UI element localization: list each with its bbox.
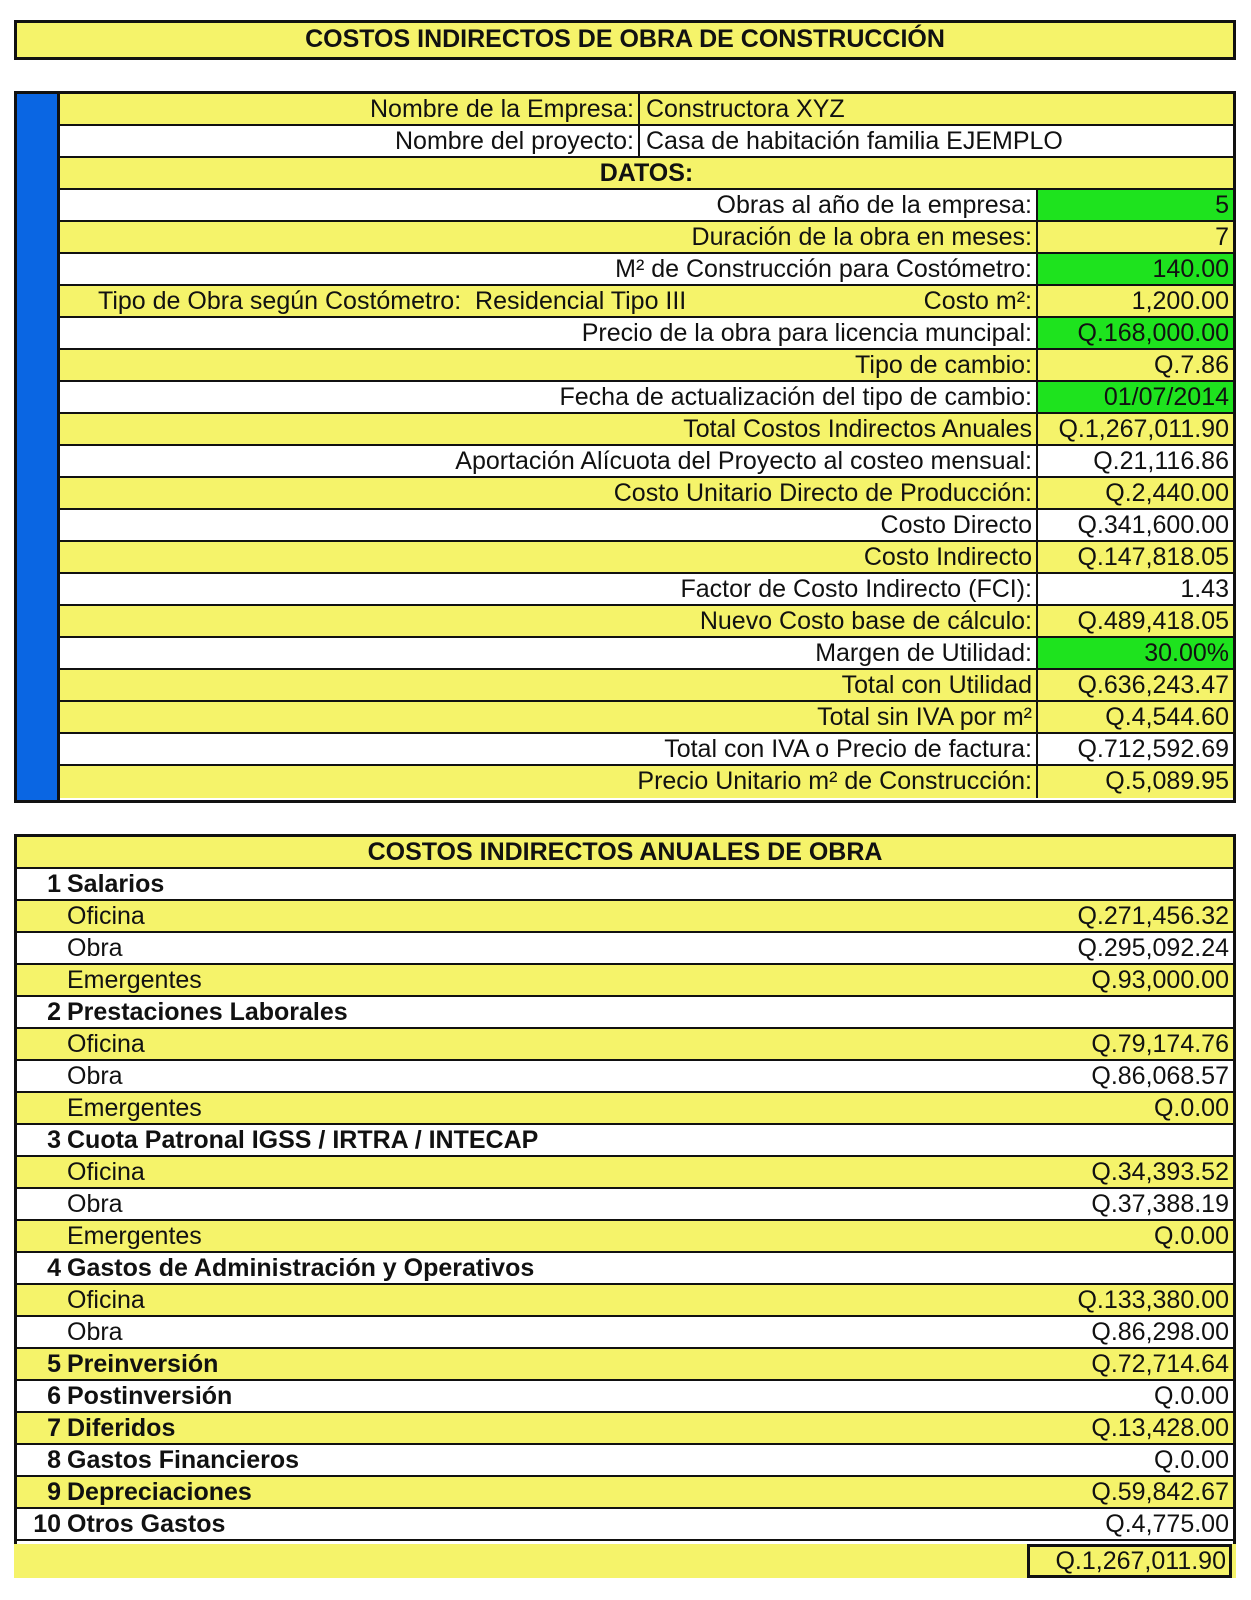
category-label: Otros Gastos	[67, 1510, 226, 1538]
subitem-row	[17, 1157, 1233, 1189]
datos-value[interactable]: Q.712,592.69	[1036, 734, 1233, 764]
category-number: 6	[47, 1382, 61, 1410]
datos-label: Aportación Alícuota del Proyecto al costeo mensual:	[455, 447, 1032, 475]
subitem-label: Obra	[67, 1190, 123, 1218]
datos-row	[60, 702, 1233, 734]
datos-label: M² de Construcción para Costómetro:	[615, 255, 1032, 283]
row-amount[interactable]: Q.59,842.67	[1091, 1478, 1229, 1506]
subitem-label: Obra	[67, 1318, 123, 1346]
datos-value[interactable]: Q.636,243.47	[1036, 670, 1233, 700]
datos-row	[60, 766, 1233, 798]
subitem-label: Obra	[67, 1062, 123, 1090]
company-value[interactable]: Constructora XYZ	[646, 95, 845, 123]
category-number: 3	[47, 1126, 61, 1154]
category-label: Gastos Financieros	[67, 1446, 300, 1474]
datos-value[interactable]: Q.168,000.00	[1036, 318, 1233, 348]
category-row	[17, 1253, 1233, 1285]
category-label: Salarios	[67, 870, 165, 898]
category-row	[17, 1445, 1233, 1477]
datos-value[interactable]: 5	[1036, 190, 1233, 220]
datos-row	[60, 222, 1233, 254]
datos-row	[60, 542, 1233, 574]
datos-value[interactable]: Q.2,440.00	[1036, 478, 1233, 508]
datos-label: Factor de Costo Indirecto (FCI):	[680, 575, 1032, 603]
company-label: Nombre de la Empresa:	[60, 94, 640, 124]
datos-value[interactable]: Q.7.86	[1036, 350, 1233, 380]
row-amount[interactable]: Q.0.00	[1153, 1382, 1229, 1410]
datos-label: Obras al año de la empresa:	[716, 191, 1032, 219]
row-amount[interactable]: Q.79,174.76	[1091, 1030, 1229, 1058]
category-number: 8	[47, 1446, 61, 1474]
category-number: 7	[47, 1414, 61, 1442]
datos-row	[60, 286, 1233, 318]
annual-total-row	[14, 1544, 1236, 1578]
datos-value[interactable]: 1.43	[1036, 574, 1233, 604]
subitem-row	[17, 1285, 1233, 1317]
row-amount[interactable]: Q.271,456.32	[1077, 902, 1229, 930]
subitem-label: Emergentes	[67, 1222, 202, 1250]
category-number: 2	[47, 998, 61, 1026]
datos-row	[60, 446, 1233, 478]
subitem-row	[17, 1317, 1233, 1349]
subitem-row	[17, 1189, 1233, 1221]
category-row	[17, 997, 1233, 1029]
datos-row	[60, 638, 1233, 670]
row-amount[interactable]: Q.86,068.57	[1091, 1062, 1229, 1090]
datos-label: Precio de la obra para licencia muncipal:	[581, 319, 1032, 347]
datos-row	[60, 574, 1233, 606]
datos-label: Total sin IVA por m²	[817, 703, 1032, 731]
datos-label: Fecha de actualización del tipo de cambio:	[559, 383, 1032, 411]
category-label: Gastos de Administración y Operativos	[67, 1254, 535, 1282]
datos-label: Total Costos Indirectos Anuales	[683, 415, 1032, 443]
datos-value[interactable]: Q.489,418.05	[1036, 606, 1233, 636]
subitem-row	[17, 1061, 1233, 1093]
datos-label: Margen de Utilidad:	[815, 639, 1032, 667]
category-label: Prestaciones Laborales	[67, 998, 348, 1026]
category-row	[17, 1125, 1233, 1157]
row-amount[interactable]: Q.13,428.00	[1091, 1414, 1229, 1442]
subitem-label: Oficina	[67, 1158, 145, 1186]
sheet-title: COSTOS INDIRECTOS DE OBRA DE CONSTRUCCIÓN	[14, 20, 1236, 60]
row-amount[interactable]: Q.86,298.00	[1091, 1318, 1229, 1346]
row-amount[interactable]: Q.0.00	[1153, 1446, 1229, 1474]
datos-row	[60, 350, 1233, 382]
datos-panel	[14, 91, 1236, 803]
subitem-label: Oficina	[67, 1030, 145, 1058]
datos-heading: DATOS:	[60, 158, 1233, 190]
datos-row	[60, 734, 1233, 766]
datos-row	[60, 382, 1233, 414]
subitem-label: Oficina	[67, 902, 145, 930]
category-label: Preinversión	[67, 1350, 219, 1378]
row-amount[interactable]: Q.295,092.24	[1077, 934, 1229, 962]
datos-label: Tipo de cambio:	[855, 351, 1032, 379]
category-number: 9	[47, 1478, 61, 1506]
datos-label: Total con IVA o Precio de factura:	[664, 735, 1032, 763]
subitem-label: Emergentes	[67, 1094, 202, 1122]
datos-value[interactable]: Q.147,818.05	[1036, 542, 1233, 572]
project-label: Nombre del proyecto:	[60, 126, 640, 156]
row-amount[interactable]: Q.4,775.00	[1105, 1510, 1229, 1538]
category-row	[17, 1509, 1233, 1541]
row-amount[interactable]: Q.37,388.19	[1091, 1190, 1229, 1218]
subitem-label: Emergentes	[67, 966, 202, 994]
annual-title: COSTOS INDIRECTOS ANUALES DE OBRA	[17, 837, 1233, 869]
category-number: 10	[33, 1510, 61, 1538]
subitem-label: Oficina	[67, 1286, 145, 1314]
category-label: Depreciaciones	[67, 1478, 252, 1506]
category-row	[17, 1477, 1233, 1509]
subitem-label: Obra	[67, 934, 123, 962]
subitem-row	[17, 933, 1233, 965]
datos-value[interactable]: Q.4,544.60	[1036, 702, 1233, 732]
row-amount[interactable]: Q.0.00	[1153, 1094, 1229, 1122]
subitem-row	[17, 901, 1233, 933]
datos-row	[60, 190, 1233, 222]
datos-row	[60, 414, 1233, 446]
row-amount[interactable]: Q.34,393.52	[1091, 1158, 1229, 1186]
category-number: 5	[47, 1350, 61, 1378]
company-row	[60, 94, 1233, 126]
project-value[interactable]: Casa de habitación familia EJEMPLO	[646, 127, 1063, 155]
category-number: 1	[47, 870, 61, 898]
datos-label: Costo Indirecto	[863, 543, 1032, 571]
datos-value[interactable]: 01/07/2014	[1036, 382, 1233, 412]
annual-costs-table	[14, 834, 1236, 1546]
row-amount[interactable]: Q.0.00	[1153, 1222, 1229, 1250]
category-label: Postinversión	[67, 1382, 233, 1410]
category-row	[17, 1349, 1233, 1381]
datos-value[interactable]: 30.00%	[1036, 638, 1233, 668]
datos-value[interactable]: 1,200.00	[1036, 286, 1233, 316]
category-row	[17, 869, 1233, 901]
datos-row	[60, 318, 1233, 350]
datos-row	[60, 606, 1233, 638]
datos-row	[60, 510, 1233, 542]
subitem-row	[17, 1093, 1233, 1125]
datos-value[interactable]: Q.1,267,011.90	[1036, 414, 1233, 444]
datos-row	[60, 670, 1233, 702]
project-row	[60, 126, 1233, 158]
category-label: Diferidos	[67, 1414, 176, 1442]
row-amount[interactable]: Q.72,714.64	[1091, 1350, 1229, 1378]
datos-label: Costo Directo	[880, 511, 1032, 539]
row-amount[interactable]: Q.133,380.00	[1077, 1286, 1229, 1314]
datos-row	[60, 478, 1233, 510]
datos-value[interactable]: Q.5,089.95	[1036, 766, 1233, 798]
blue-side-bar	[17, 94, 60, 800]
subitem-row	[17, 1029, 1233, 1061]
category-label: Cuota Patronal IGSS / IRTRA / INTECAP	[67, 1126, 539, 1154]
datos-value[interactable]: Q.341,600.00	[1036, 510, 1233, 540]
datos-row	[60, 254, 1233, 286]
tipo-obra-label: Tipo de Obra según Costómetro: Residencial Tipo III	[98, 287, 687, 315]
datos-value[interactable]: 140.00	[1036, 254, 1233, 284]
datos-label: Costo Unitario Directo de Producción:	[613, 479, 1032, 507]
datos-label: Duración de la obra en meses:	[691, 223, 1032, 251]
subitem-row	[17, 965, 1233, 997]
datos-value[interactable]: Q.21,116.86	[1036, 446, 1233, 476]
category-row	[17, 1381, 1233, 1413]
category-row	[17, 1413, 1233, 1445]
subitem-row	[17, 1221, 1233, 1253]
row-amount[interactable]: Q.93,000.00	[1091, 966, 1229, 994]
datos-label: Nuevo Costo base de cálculo:	[699, 607, 1032, 635]
datos-label: Precio Unitario m² de Construcción:	[637, 767, 1032, 795]
category-number: 4	[47, 1254, 61, 1282]
datos-label: Total con Utilidad	[841, 671, 1032, 699]
annual-total-value[interactable]: Q.1,267,011.90	[1027, 1544, 1232, 1578]
datos-value[interactable]: 7	[1036, 222, 1233, 252]
datos-label: Costo m²:	[923, 287, 1032, 315]
